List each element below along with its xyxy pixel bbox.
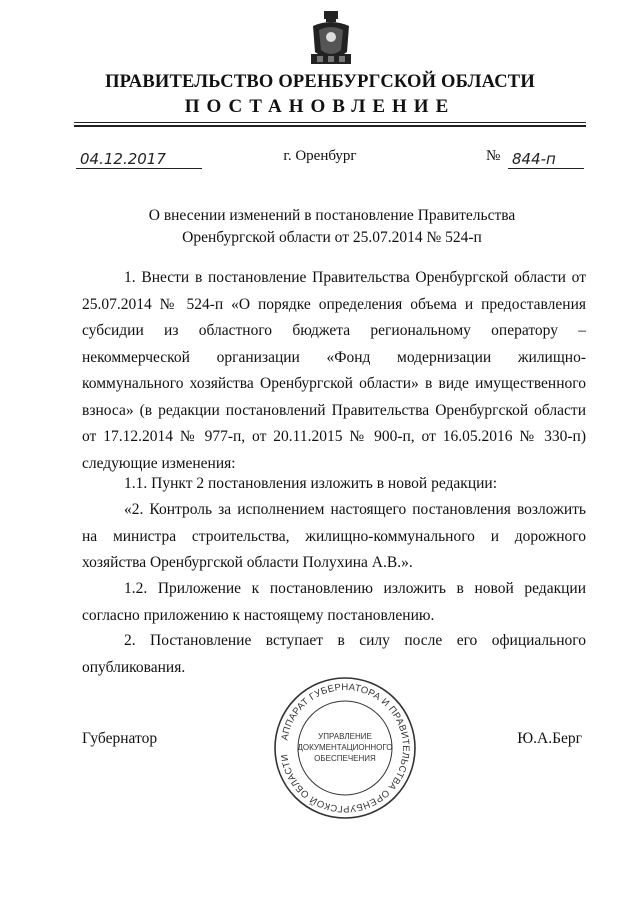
document-number: 844-п xyxy=(508,150,584,169)
header-rule xyxy=(74,122,586,123)
official-stamp xyxy=(272,675,418,821)
document-type: ПОСТАНОВЛЕНИЕ xyxy=(184,96,456,117)
document-city: г. Оренбург xyxy=(283,148,357,164)
paragraph-1-1: 1.1. Пункт 2 постановления изложить в новой редакции: xyxy=(124,475,498,492)
number-label: № xyxy=(486,148,501,164)
paragraph-quoted: «2. Контроль за исполнением настоящего постановления возложить на министра строительства, жилищно-коммунального и дорожного хозяйства Оренбургской области Полухина А.В.». xyxy=(82,501,586,571)
paragraph-1-2: 1.2. Приложение к постановлению изложить в новой редакции согласно приложению к настоящему постановлению. xyxy=(82,580,586,624)
coat-of-arms-icon xyxy=(307,10,355,68)
stamp-line-1: УПРАВЛЕНИЕ xyxy=(318,732,372,741)
paragraph-2: 2. Постановление вступает в силу после его официального опубликования. xyxy=(82,632,586,676)
stamp-outer-text: АППАРАТ ГУБЕРНАТОРА И ПРАВИТЕЛЬСТВА ОРЕНБУРГСКОЙ ОБЛАСТИ xyxy=(279,681,412,815)
stamp-line-2: ДОКУМЕНТАЦИОННОГО xyxy=(297,743,393,752)
document-title xyxy=(0,205,640,249)
document-date: 04.12.2017 xyxy=(76,150,202,169)
title-line-2: Оренбургской области от 25.07.2014 № 524-п xyxy=(182,229,482,246)
signatory-position: Губернатор xyxy=(82,730,158,747)
signatory-name: Ю.А.Берг xyxy=(517,730,582,747)
title-line-1: О внесении изменений в постановление Правительства xyxy=(148,207,516,224)
header-rule-bold xyxy=(74,125,586,127)
government-name: ПРАВИТЕЛЬСТВО ОРЕНБУРГСКОЙ ОБЛАСТИ xyxy=(105,72,535,92)
paragraph-1: 1. Внести в постановление Правительства Оренбургской области от 25.07.2014 № 524-п «О порядке определения объема и предоставления субсидии из областного бюджета региональному оператору – некоммерческой организации «Фонд модернизации жилищно-коммунального хозяйства Оренбургской области» в виде имущественного взноса» (в редакции постановлений Правительства Оренбургской области от 17.12.2014 № 977-п, от 20.11.2015 № 900-п, от 16.05.2016 № 330-п) следующие изменения: xyxy=(82,269,586,472)
stamp-line-3: ОБЕСПЕЧЕНИЯ xyxy=(314,754,376,763)
